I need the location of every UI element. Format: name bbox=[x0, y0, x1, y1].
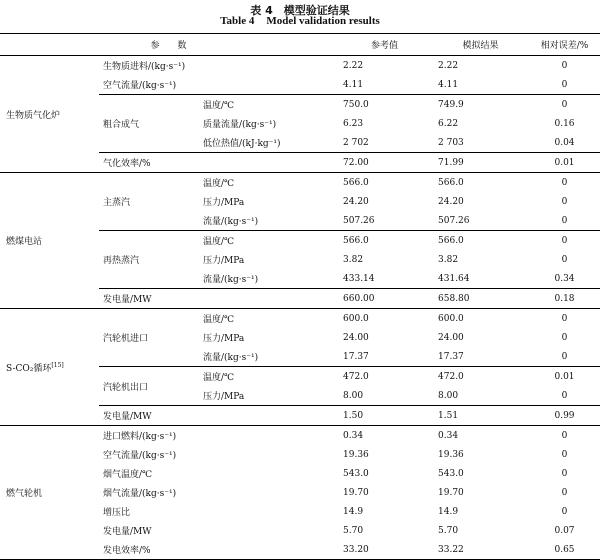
ref-value: 33.20 bbox=[337, 540, 432, 560]
ref-value: 433.14 bbox=[343, 273, 375, 284]
header-err: 相对误差/% bbox=[529, 34, 600, 56]
row-label: 烟气温度/℃ bbox=[103, 470, 153, 480]
ref-value: 600.0 bbox=[343, 313, 369, 324]
sub-reheat-steam: 再热蒸汽 bbox=[99, 231, 199, 289]
ref-value: 4.11 bbox=[343, 79, 364, 90]
row-label: 压力/MPa bbox=[203, 334, 245, 344]
table-row bbox=[0, 426, 600, 446]
group-sco2 bbox=[0, 309, 99, 426]
err-value: 0 bbox=[561, 351, 568, 362]
ref-value: 472.0 bbox=[337, 367, 432, 387]
sim-value: 14.9 bbox=[438, 506, 459, 517]
err-value: 0.07 bbox=[554, 525, 575, 536]
err-value: 0 bbox=[561, 487, 568, 498]
ref-value: 24.20 bbox=[343, 196, 369, 207]
err-value: 0.99 bbox=[529, 406, 600, 426]
row-label: 发电量/MW bbox=[99, 406, 337, 426]
row-label: 压力/MPa bbox=[203, 198, 245, 208]
err-value: 0 bbox=[561, 506, 568, 517]
sim-value: 24.20 bbox=[438, 196, 464, 207]
row-label: 压力/MPa bbox=[203, 392, 245, 402]
header-param: 参 数 bbox=[0, 34, 337, 56]
err-value: 0 bbox=[561, 430, 568, 441]
sim-value: 600.0 bbox=[438, 313, 464, 324]
sim-value: 507.26 bbox=[438, 215, 470, 226]
group-coal: 燃煤电站 bbox=[0, 173, 99, 309]
sub-syngas: 粗合成气 bbox=[99, 95, 199, 153]
header-row bbox=[0, 34, 600, 56]
sub-main-steam: 主蒸汽 bbox=[103, 198, 131, 208]
err-value: 0.01 bbox=[529, 367, 600, 387]
row-label: 发电量/MW bbox=[103, 527, 152, 537]
err-value: 0.04 bbox=[554, 137, 575, 148]
err-value: 0 bbox=[561, 313, 568, 324]
sim-value: 8.00 bbox=[438, 390, 459, 401]
sim-value: 2.22 bbox=[438, 60, 459, 71]
group-gas-turbine: 燃气轮机 bbox=[0, 426, 99, 560]
err-value: 0 bbox=[561, 196, 568, 207]
row-label: 发电效率/% bbox=[99, 540, 337, 560]
sim-value: 5.70 bbox=[438, 525, 459, 536]
err-value: 0 bbox=[561, 390, 568, 401]
sim-value: 71.99 bbox=[432, 153, 529, 173]
err-value: 0 bbox=[561, 177, 568, 188]
row-label: 烟气流量/(kg·s⁻¹) bbox=[103, 489, 177, 499]
table-row bbox=[0, 309, 600, 329]
ref-value: 566.0 bbox=[343, 177, 369, 188]
sim-value: 33.22 bbox=[432, 540, 529, 560]
ref-value: 17.37 bbox=[343, 351, 369, 362]
sim-value: 24.00 bbox=[438, 332, 464, 343]
ref-value: 2 702 bbox=[343, 137, 369, 148]
sim-value: 543.0 bbox=[438, 468, 464, 479]
ref-value: 750.0 bbox=[337, 95, 432, 115]
err-value: 0 bbox=[561, 215, 568, 226]
validation-table bbox=[0, 33, 600, 560]
ref-value: 543.0 bbox=[343, 468, 369, 479]
row-label: 流量/(kg·s⁻¹) bbox=[203, 217, 259, 227]
ref-value: 6.23 bbox=[343, 118, 364, 129]
row-label: 流量/(kg·s⁻¹) bbox=[203, 275, 259, 285]
table-caption-cn: 表 4 模型验证结果 bbox=[250, 4, 350, 17]
table-row bbox=[0, 56, 600, 76]
err-value: 0 bbox=[529, 231, 600, 251]
ref-value: 8.00 bbox=[343, 390, 364, 401]
row-label: 增压比 bbox=[103, 508, 131, 518]
err-value: 0.34 bbox=[554, 273, 575, 284]
ref-value: 72.00 bbox=[337, 153, 432, 173]
err-value: 0.18 bbox=[529, 289, 600, 309]
sim-value: 0.34 bbox=[438, 430, 459, 441]
table-number: Table 4 bbox=[220, 15, 255, 27]
err-value: 0 bbox=[561, 60, 568, 71]
sim-value: 472.0 bbox=[432, 367, 529, 387]
table-caption-en bbox=[0, 15, 600, 27]
row-label: 低位热值/(kJ·kg⁻¹) bbox=[203, 139, 281, 149]
row-label: 空气流量/(kg·s⁻¹) bbox=[103, 451, 177, 461]
ref-value: 0.34 bbox=[343, 430, 364, 441]
sim-value: 431.64 bbox=[438, 273, 470, 284]
ref-value: 5.70 bbox=[343, 525, 364, 536]
ref-value: 14.9 bbox=[343, 506, 364, 517]
ref-value: 3.82 bbox=[343, 254, 364, 265]
ref-value: 2.22 bbox=[343, 60, 364, 71]
err-value: 0 bbox=[561, 468, 568, 479]
row-label: 气化效率/% bbox=[99, 153, 337, 173]
err-value: 0 bbox=[561, 332, 568, 343]
ref-value: 660.00 bbox=[337, 289, 432, 309]
group-sco2-label: S-CO₂循环 bbox=[6, 363, 52, 374]
row-label: 质量流量/(kg·s⁻¹) bbox=[203, 120, 277, 130]
row-label: 温度/℃ bbox=[199, 367, 337, 387]
sub-turbine-inlet: 汽轮机进口 bbox=[103, 334, 149, 344]
err-value: 0 bbox=[561, 79, 568, 90]
err-value: 0.65 bbox=[529, 540, 600, 560]
err-value: 0 bbox=[561, 449, 568, 460]
ref-value: 507.26 bbox=[343, 215, 375, 226]
row-label: 流量/(kg·s⁻¹) bbox=[203, 353, 259, 363]
sim-value: 658.80 bbox=[432, 289, 529, 309]
sim-value: 2 703 bbox=[438, 137, 464, 148]
sub-turbine-outlet: 汽轮机出口 bbox=[99, 367, 199, 406]
ref-value: 19.36 bbox=[343, 449, 369, 460]
row-label: 温度/℃ bbox=[203, 315, 235, 325]
row-label: 进口燃料/(kg·s⁻¹) bbox=[103, 432, 177, 442]
row-label: 温度/℃ bbox=[199, 95, 337, 115]
sim-value: 749.9 bbox=[432, 95, 529, 115]
sim-value: 566.0 bbox=[432, 231, 529, 251]
group-biomass: 生物质气化炉 bbox=[0, 56, 99, 173]
header-ref: 参考值 bbox=[337, 34, 432, 56]
header-sim: 模拟结果 bbox=[432, 34, 529, 56]
sim-value: 566.0 bbox=[438, 177, 464, 188]
row-label: 温度/℃ bbox=[203, 179, 235, 189]
sim-value: 19.36 bbox=[438, 449, 464, 460]
table-row bbox=[0, 173, 600, 193]
err-value: 0.16 bbox=[554, 118, 575, 129]
sim-value: 4.11 bbox=[438, 79, 459, 90]
row-label: 温度/℃ bbox=[199, 231, 337, 251]
err-value: 0.01 bbox=[529, 153, 600, 173]
err-value: 0 bbox=[561, 254, 568, 265]
ref-value: 1.50 bbox=[337, 406, 432, 426]
ref-value: 566.0 bbox=[337, 231, 432, 251]
ref-value: 19.70 bbox=[343, 487, 369, 498]
row-label: 发电量/MW bbox=[99, 289, 337, 309]
sim-value: 1.51 bbox=[432, 406, 529, 426]
sim-value: 19.70 bbox=[438, 487, 464, 498]
row-label: 压力/MPa bbox=[203, 256, 245, 266]
row-label: 空气流量/(kg·s⁻¹) bbox=[103, 81, 177, 91]
table-title: Model validation results bbox=[266, 15, 380, 27]
ref-value: 24.00 bbox=[343, 332, 369, 343]
sim-value: 17.37 bbox=[438, 351, 464, 362]
citation: [15] bbox=[51, 361, 64, 369]
row-label: 生物质进料/(kg·s⁻¹) bbox=[103, 62, 186, 72]
sim-value: 6.22 bbox=[438, 118, 459, 129]
err-value: 0 bbox=[529, 95, 600, 115]
sim-value: 3.82 bbox=[438, 254, 459, 265]
